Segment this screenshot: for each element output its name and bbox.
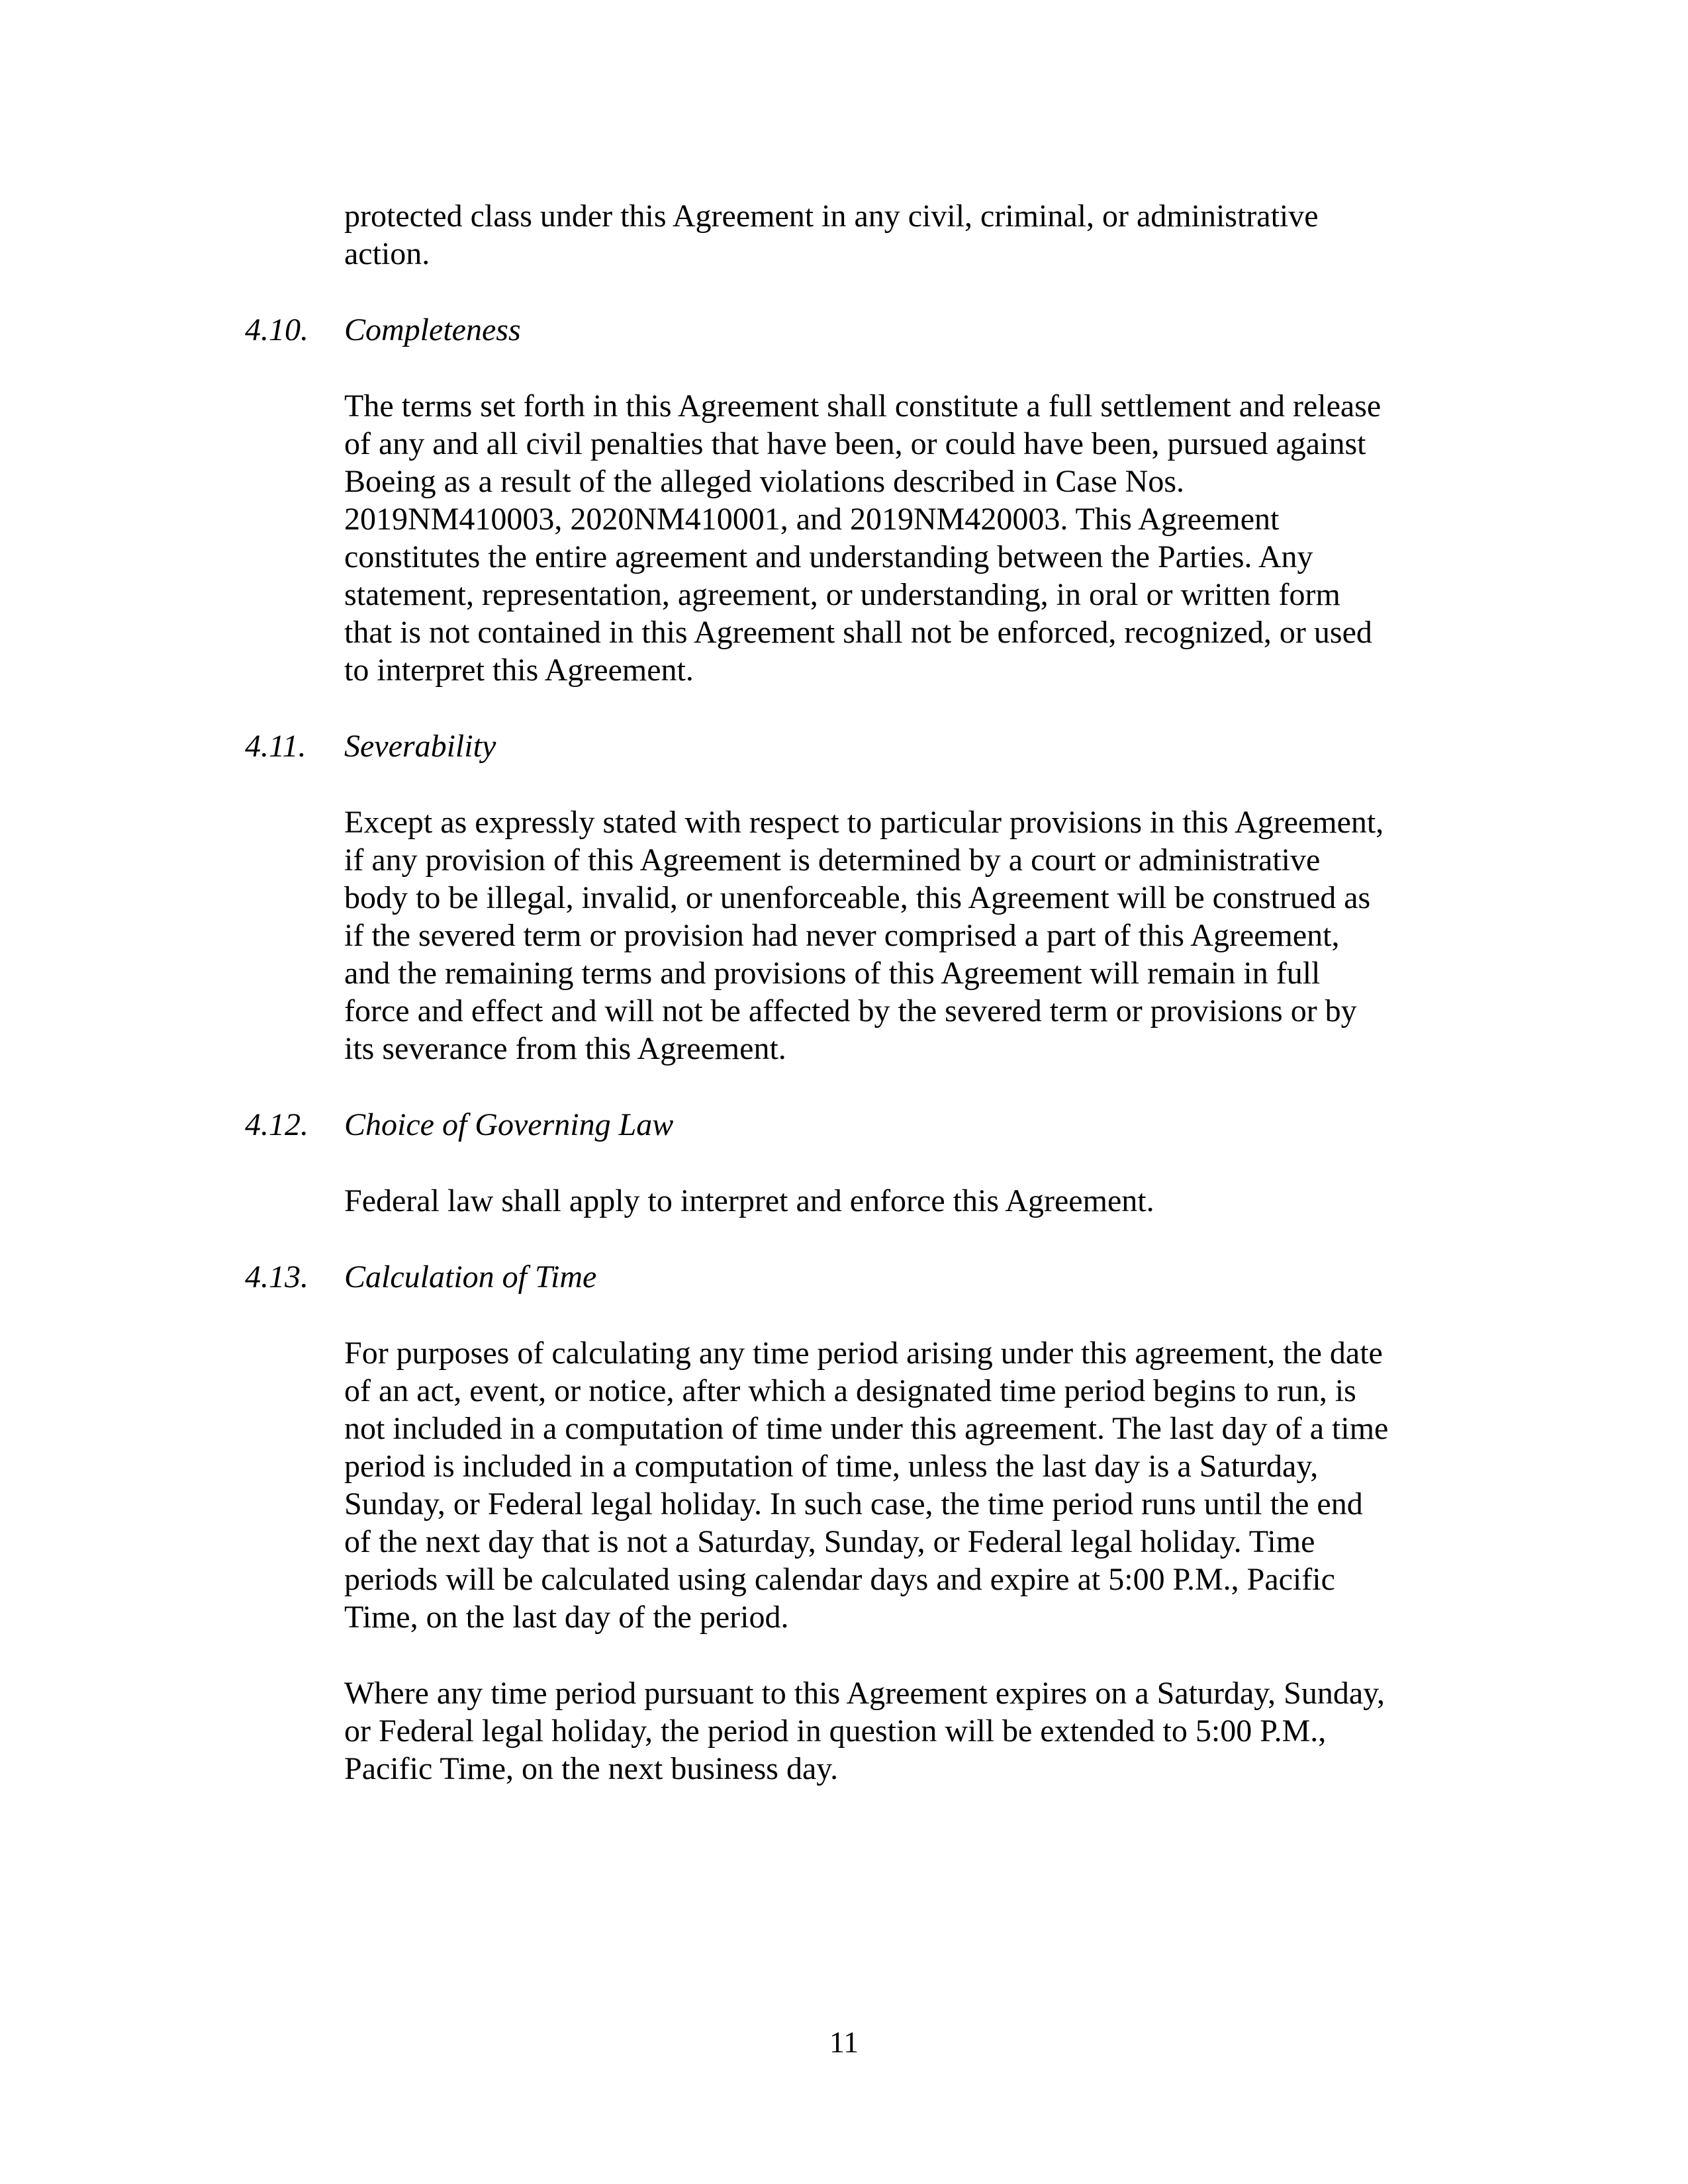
section-number: 4.13. bbox=[245, 1259, 308, 1295]
text-line: For purposes of calculating any time period arising under this agreement, the date bbox=[344, 1336, 1383, 1371]
text-line: protected class under this Agreement in any civil, criminal, or administrative bbox=[344, 199, 1319, 234]
section-heading bbox=[245, 1106, 673, 1144]
text-line: periods will be calculated using calendar days and expire at 5:00 P.M., Pacific bbox=[344, 1562, 1335, 1597]
section-title: Completeness bbox=[344, 312, 521, 347]
text-line: Except as expressly stated with respect to particular provisions in this Agreement, bbox=[344, 805, 1384, 840]
text-line: body to be illegal, invalid, or unenforceable, this Agreement will be construed as bbox=[344, 880, 1371, 915]
text-line: Time, on the last day of the period. bbox=[344, 1600, 789, 1635]
text-line: constitutes the entire agreement and understanding between the Parties. Any bbox=[344, 539, 1313, 574]
section-number: 4.10. bbox=[245, 312, 308, 347]
text-line: of any and all civil penalties that have been, or could have been, pursued against bbox=[344, 426, 1366, 461]
section-title: Severability bbox=[344, 729, 496, 764]
text-line: 2019NM410003, 2020NM410001, and 2019NM420003. This Agreement bbox=[344, 502, 1280, 537]
section-heading bbox=[245, 727, 496, 766]
text-line: Where any time period pursuant to this Agreement expires on a Saturday, Sunday, bbox=[344, 1676, 1385, 1711]
section-number: 4.12. bbox=[245, 1107, 308, 1142]
page-number: 11 bbox=[829, 2025, 859, 2059]
text-line: Boeing as a result of the alleged violations described in Case Nos. bbox=[344, 464, 1185, 499]
text-line: period is included in a computation of time, unless the last day is a Saturday, bbox=[344, 1449, 1319, 1484]
section-number: 4.11. bbox=[245, 729, 306, 764]
text-line: force and effect and will not be affected by the severed term or provisions or by bbox=[344, 993, 1357, 1028]
section-heading bbox=[245, 1258, 596, 1297]
text-line: its severance from this Agreement. bbox=[344, 1031, 786, 1066]
text-line: or Federal legal holiday, the period in question will be extended to 5:00 P.M., bbox=[344, 1713, 1327, 1749]
section-heading bbox=[245, 311, 521, 349]
text-line: Pacific Time, on the next business day. bbox=[344, 1751, 839, 1786]
section-title: Choice of Governing Law bbox=[344, 1107, 674, 1142]
text-line: if any provision of this Agreement is determined by a court or administrative bbox=[344, 842, 1321, 878]
text-line: The terms set forth in this Agreement shall constitute a full settlement and release bbox=[344, 388, 1382, 424]
text-line: of the next day that is not a Saturday, Sunday, or Federal legal holiday. Time bbox=[344, 1524, 1315, 1559]
text-line: to interpret this Agreement. bbox=[344, 653, 694, 688]
text-line: Sunday, or Federal legal holiday. In such case, the time period runs until the end bbox=[344, 1486, 1363, 1522]
text-line: statement, representation, agreement, or understanding, in oral or written form bbox=[344, 577, 1340, 612]
text-line: if the severed term or provision had never comprised a part of this Agreement, bbox=[344, 918, 1340, 953]
text-line: Federal law shall apply to interpret and enforce this Agreement. bbox=[344, 1183, 1154, 1218]
section-title: Calculation of Time bbox=[344, 1259, 597, 1295]
text-line: not included in a computation of time under this agreement. The last day of a time bbox=[344, 1411, 1389, 1446]
text-line: of an act, event, or notice, after which a designated time period begins to run, is bbox=[344, 1373, 1356, 1408]
text-line: that is not contained in this Agreement shall not be enforced, recognized, or used bbox=[344, 615, 1372, 650]
text-line: action. bbox=[344, 236, 430, 271]
text-line: and the remaining terms and provisions of this Agreement will remain in full bbox=[344, 956, 1321, 991]
